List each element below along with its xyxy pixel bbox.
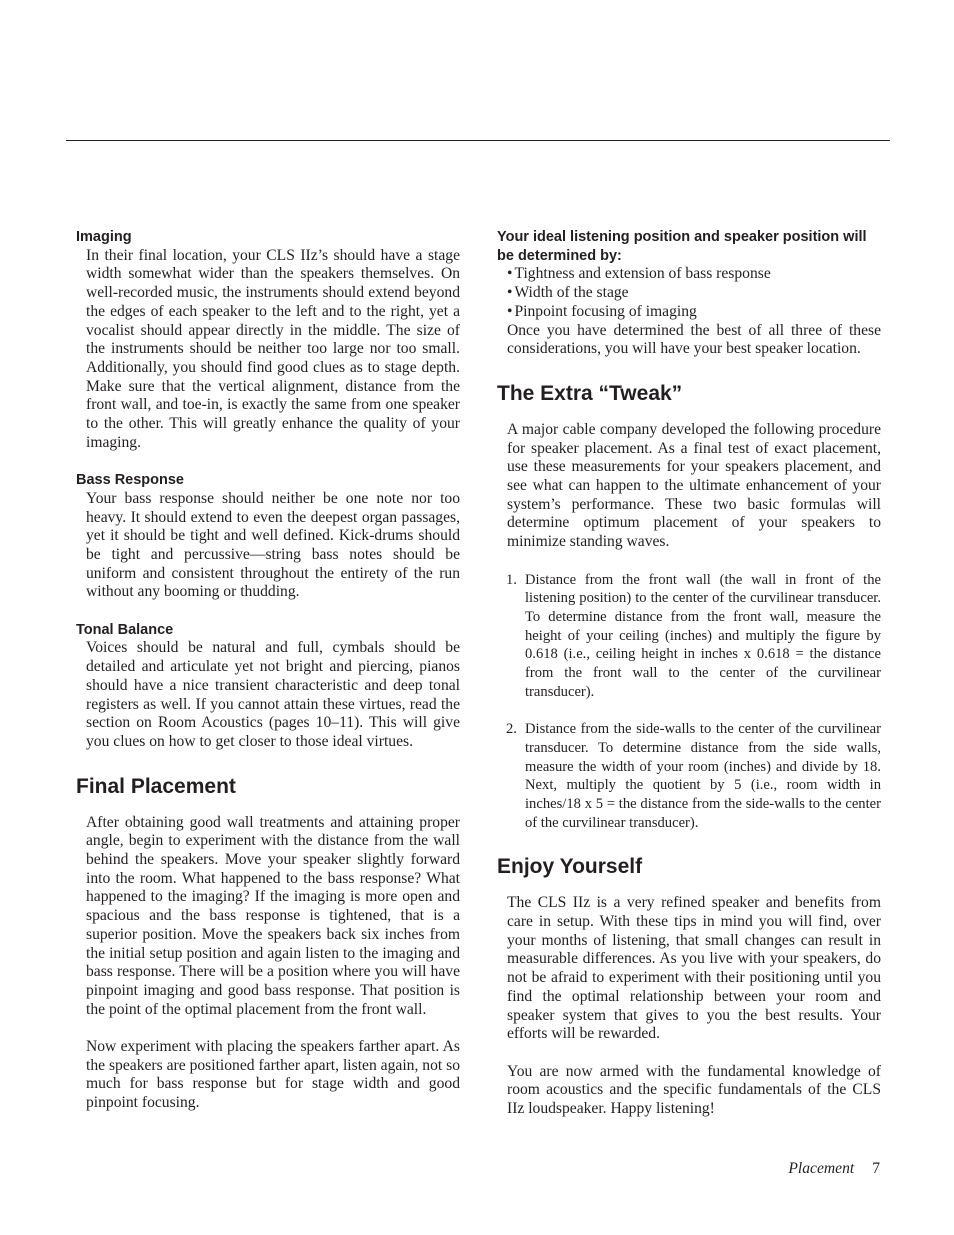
list-item: • Tightness and extension of bass response bbox=[507, 265, 771, 283]
enjoy-yourself-heading: Enjoy Yourself bbox=[497, 855, 643, 879]
enjoy-yourself-para-1: The CLS IIz is a very refined speaker and benefits from care in setup. With these tips in mind you will find, over your months of listening, that small changes can result in measurable differences. As you live with your speakers, do not be afraid to experiment with their positioning until you find the optimal relationship between your room and speaker system that gives to you the best results. Your efforts will be rewarded. bbox=[507, 894, 881, 1043]
final-placement-para-1: After obtaining good wall treatments and attaining proper angle, begin to experiment with the distance from the wall behind the speakers. Move your speaker slightly forward into the room. What happened to the bass response? What happened to the imaging? If the imaging is more open and spacious and the bass response is tightened, that is a superior position. Move the speakers back six inches from the initial setup position and again listen to the imaging and bass response. There will be a position where you will have pinpoint imaging and good bass response. That position is the point of the optimal placement from the front wall. bbox=[86, 813, 460, 1018]
footer-section-name: Placement bbox=[788, 1160, 855, 1177]
ideal-position-heading: Your ideal listening position and speaker position will be determined by: bbox=[497, 229, 867, 264]
enjoy-yourself-para-2: You are now armed with the fundamental knowledge of room acoustics and the specific fundamentals of the CLS IIz loudspeaker. Happy listening! bbox=[507, 1062, 881, 1118]
bass-response-heading: Bass Response bbox=[76, 472, 184, 489]
header-rule bbox=[66, 140, 890, 141]
page-number: 7 bbox=[872, 1160, 880, 1177]
final-placement-heading: Final Placement bbox=[76, 774, 236, 798]
list-item: • Pinpoint focusing of imaging bbox=[507, 302, 697, 320]
ideal-position-text: Once you have determined the best of all three of these considerations, you will have your best speaker location. bbox=[507, 321, 881, 358]
extra-tweak-heading: The Extra “Tweak” bbox=[497, 381, 683, 405]
tonal-balance-text: Voices should be natural and full, cymbals should be detailed and articulate yet not bright and piercing, pianos should have a nice transient characteristic and deep tonal registers as well. If you cannot attain these virtues, read the section on Room Acoustics (pages 10–11). This will give you clues on how to get closer to those ideal virtues. bbox=[86, 639, 460, 750]
imaging-text: In their final location, your CLS IIz’s should have a stage width somewhat wider than the speakers themselves. On well-recorded music, the instruments should extend beyond the edges of each speaker to the left and to the right, yet a vocalist should appear directly in the middle. The size of the instruments should be neither too large nor too small. Additionally, you should find good clues as to stage depth. Make sure that the vertical alignment, distance from the front wall, and toe-in, is exactly the same from one speaker to the other. This will greatly enhance the quality of your imaging. bbox=[86, 246, 460, 451]
ideal-position-list bbox=[497, 265, 881, 321]
bass-response-text: Your bass response should neither be one note nor too heavy. It should extend to even the deepest organ passages, yet it should be tight and well defined. Kick-drums should be tight and percussive—string bass notes should be uniform and consistent throughout the entirety of the run without any booming or thudding. bbox=[86, 489, 460, 601]
list-item: 1. Distance from the front wall (the wall in front of the listening position) to the center of the curvilinear transducer. To determine distance from the front wall, measure the height of your ceiling (inches) and multiply the figure by 0.618 (i.e., ceiling height in inches x 0.618 = the distance from the front wall to the center of the curvilinear transducer). bbox=[506, 571, 881, 700]
extra-tweak-intro: A major cable company developed the following procedure for speaker placement. As a final test of exact placement, use these measurements for your speakers placement, and see what can happen to the ultimate enhancement of your system’s performance. These two basic formulas will determine optimum placement of your speakers to minimize standing waves. bbox=[507, 420, 881, 551]
tweak-formula-list bbox=[497, 571, 881, 833]
right-column bbox=[497, 228, 881, 1119]
list-item: 2. Distance from the side-walls to the center of the curvilinear transducer. To determine distance from the side walls, measure the width of your room (inches) and divide by 18. Next, multiply the quotient by 5 (i.e., room width in inches/18 x 5 = the distance from the side-walls to the center of the curvilinear transducer). bbox=[506, 721, 881, 831]
imaging-heading: Imaging bbox=[76, 229, 132, 245]
list-item: • Width of the stage bbox=[507, 284, 629, 302]
page-footer bbox=[788, 1160, 880, 1178]
final-placement-para-2: Now experiment with placing the speakers farther apart. As the speakers are positioned farther apart, listen again, not so much for bass response but for stage width and good pinpoint focusing. bbox=[86, 1038, 460, 1112]
left-column bbox=[76, 228, 460, 1113]
tonal-balance-heading: Tonal Balance bbox=[76, 621, 174, 638]
